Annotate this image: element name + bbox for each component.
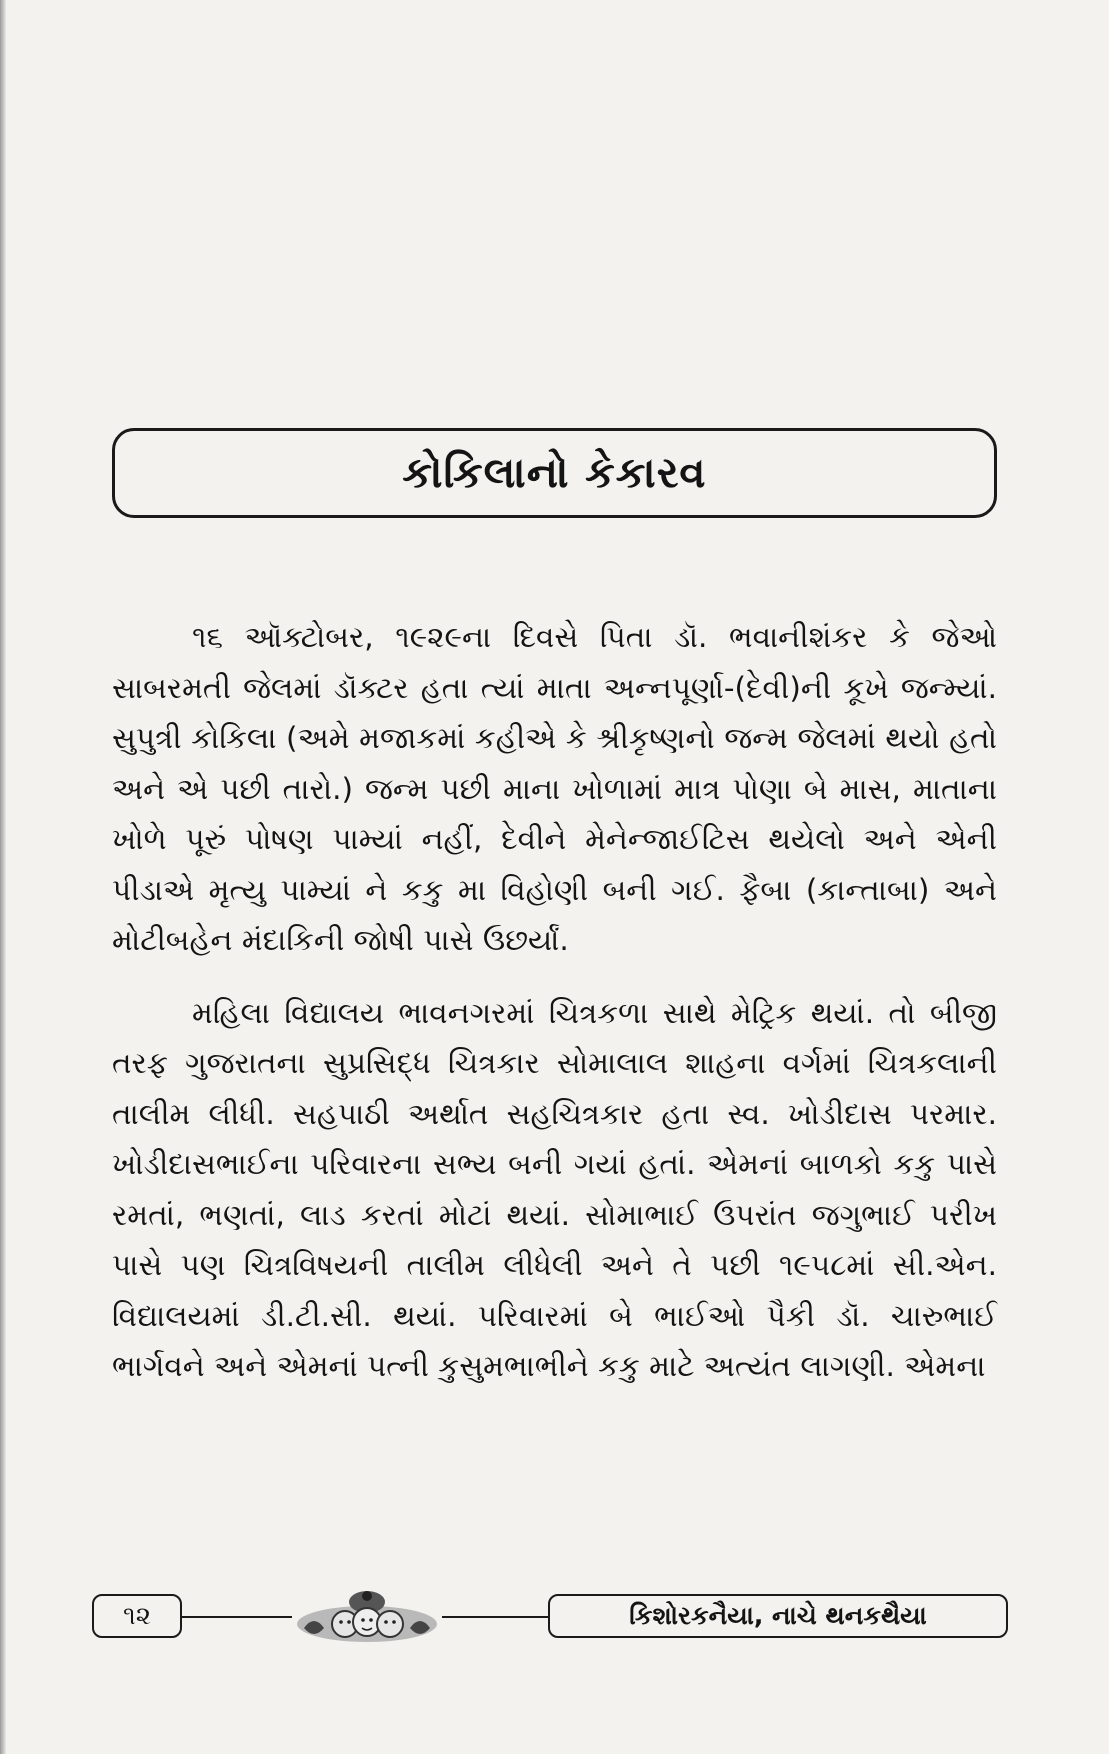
chapter-title: કોકિલાનો કેકારવ [402, 448, 707, 497]
chapter-title-box [112, 428, 997, 518]
body-text [112, 612, 997, 1392]
paragraph-1: ૧૬ ઑક્ટોબર, ૧૯૨૯ના દિવસે પિતા ડૉ. ભવાનીશંકર કે જેઓ સાબરમતી જેલમાં ડૉક્ટર હતા ત્યાં માતા અન્નપૂર્ણા-(દેવી)ની કૂખે જન્મ્યાં. સુપુત્રી કોકિલા (અમે મજાકમાં કહીએ કે શ્રીકૃષ્ણનો જન્મ જેલમાં થયો હતો અને એ પછી તારો.) જન્મ પછી માના ખોળામાં માત્ર પોણા બે માસ, માતાના ખોળે પૂરું પોષણ પામ્યાં નહીં, દેવીને મેનેન્જાઈટિસ થયેલો અને એની પીડાએ મૃત્યુ પામ્યાં ને કકુ મા વિહોણી બની ગઈ. ફૈબા (કાન્તાબા) અને મોટીબહેન મંદાકિની જોષી પાસે ઉછર્યાં. [112, 620, 997, 957]
paragraph-2: મહિલા વિદ્યાલય ભાવનગરમાં ચિત્રકળા સાથે મેટ્રિક થયાં. તો બીજી તરફ ગુજરાતના સુપ્રસિદ્ધ ચિત્રકાર સોમાલાલ શાહના વર્ગમાં ચિત્રકલાની તાલીમ લીધી. સહપાઠી અર્થાત સહચિત્રકાર હતા સ્વ. ખોડીદાસ પરમાર. ખોડીદાસભાઈના પરિવારના સભ્ય બની ગયાં હતાં. એમનાં બાળકો કકુ પાસે રમતાં, ભણતાં, લાડ કરતાં મોટાં થયાં. સોમાભાઈ ઉપરાંત જગુભાઈ પરીખ પાસે પણ ચિત્રવિષયની તાલીમ લીધેલી અને તે પછી ૧૯૫૮માં સી.એન. વિદ્યાલયમાં ડી.ટી.સી. થયાં. પરિવારમાં બે ભાઈઓ પૈકી ડૉ. ચારુભાઈ ભાર્ગવને અને એમનાં પત્ની કુસુમભાભીને કકુ માટે અત્યંત લાગણી. એમના [112, 995, 997, 1383]
page-footer [92, 1588, 1010, 1646]
footer-rule-left [182, 1616, 292, 1618]
book-title-box [548, 1594, 1008, 1638]
child-faces-ornament-icon [290, 1588, 444, 1646]
page-number: ૧૨ [122, 1600, 151, 1631]
page-edge [0, 0, 6, 1754]
footer-rule-right [442, 1616, 548, 1618]
book-title: કિશોરકનૈયા, નાચે થનકથૈયા [629, 1601, 927, 1630]
page-number-box [92, 1594, 182, 1638]
